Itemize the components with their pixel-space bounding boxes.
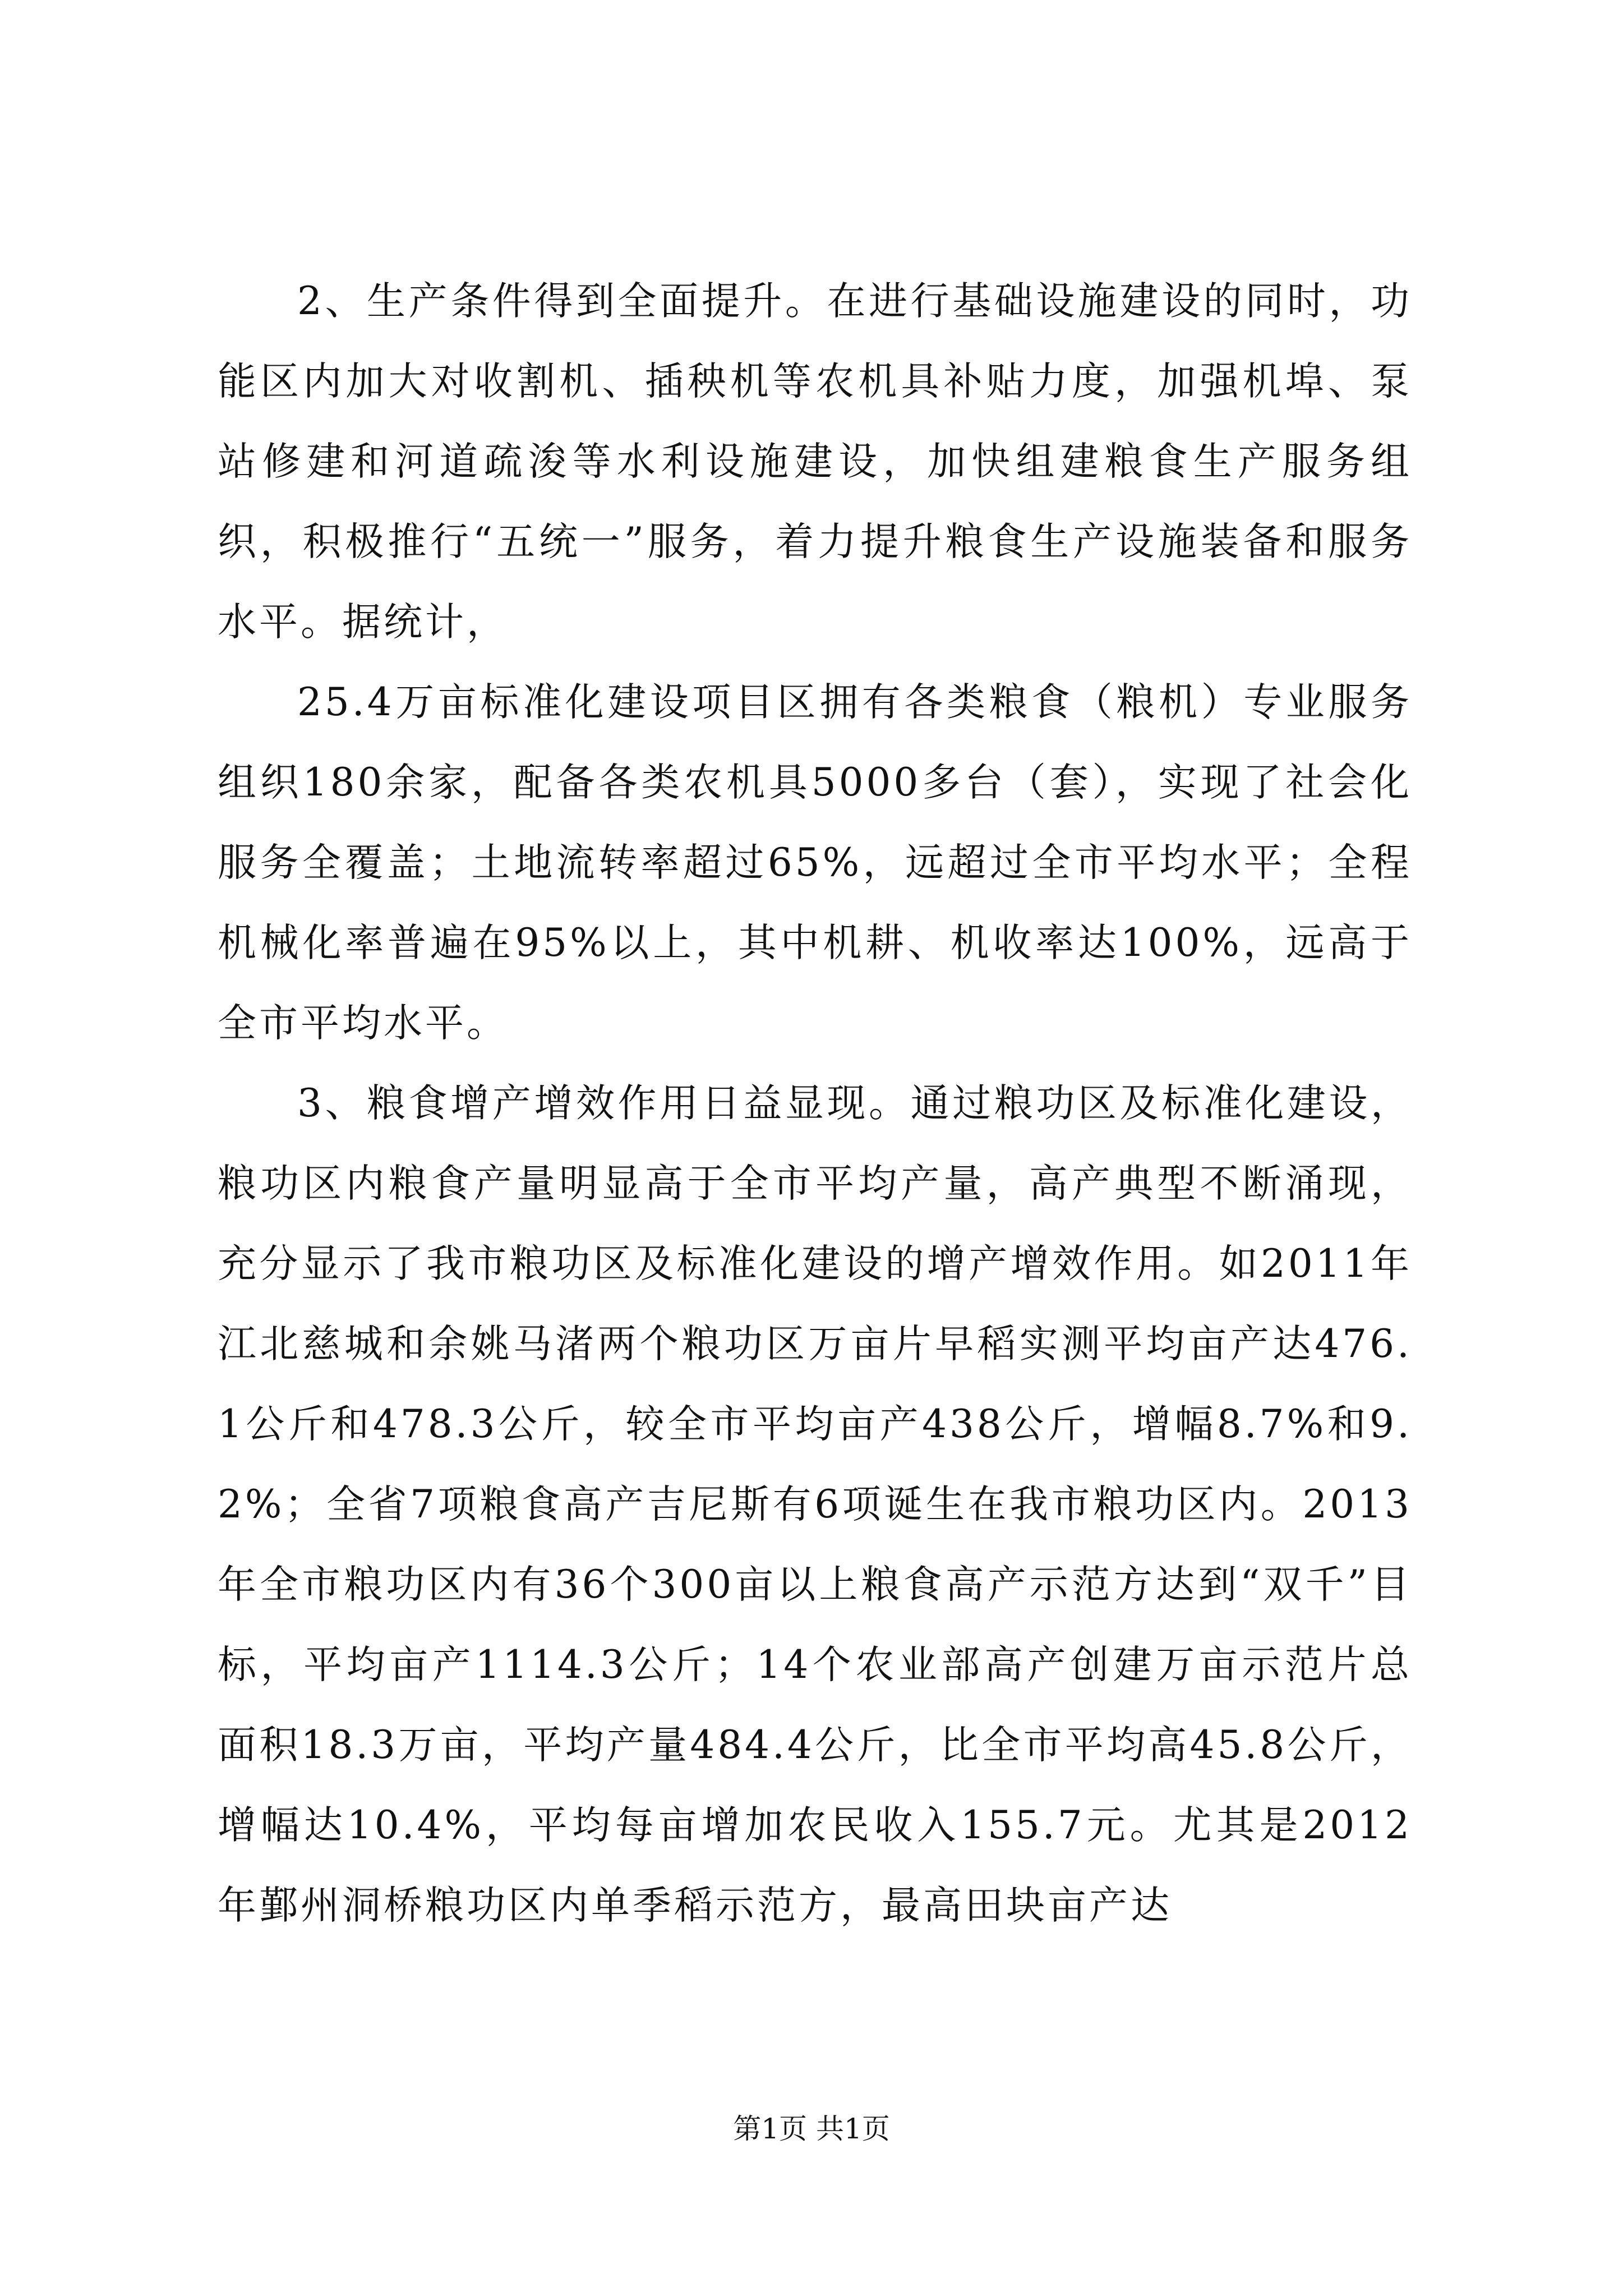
paragraph-service-statistics: 25.4万亩标准化建设项目区拥有各类粮食（粮机）专业服务组织180余家，配备各类农机具5000多台（套），实现了社会化服务全覆盖；土地流转率超过65%，远超过全市平均水平；全程机械化率普遍在95%以上，其中机耕、机收率达100%，远高于全市平均水平。 xyxy=(218,680,1412,1046)
document-body xyxy=(218,261,1412,1946)
paragraph-grain-yield: 3、粮食增产增效作用日益显现。通过粮功区及标准化建设，粮功区内粮食产量明显高于全市平均产量，高产典型不断涌现，充分显示了我市粮功区及标准化建设的增产增效作用。如2011年江北慈城和余姚马渚两个粮功区万亩片早稻实测平均亩产达476.1公斤和478.3公斤，较全市平均亩产438公斤，增幅8.7%和9.2%；全省7项粮食高产吉尼斯有6项诞生在我市粮功区内。2013年全市粮功区内有36个300亩以上粮食高产示范方达到“双千”目标，平均亩产1114.3公斤；14个农业部高产创建万亩示范片总面积18.3万亩，平均产量484.4公斤，比全市平均高45.8公斤，增幅达10.4%，平均每亩增加农民收入155.7元。尤其是2012年鄞州洞桥粮功区内单季稻示范方，最高田块亩产达 xyxy=(218,1081,1412,1928)
page-number-footer: 第1页 共1页 xyxy=(733,2113,890,2145)
paragraph-production-conditions: 2、生产条件得到全面提升。在进行基础设施建设的同时，功能区内加大对收割机、插秧机等农机具补贴力度，加强机埠、泵站修建和河道疏浚等水利设施建设，加快组建粮食生产服务组织，积极推行“五统一”服务，着力提升粮食生产设施装备和服务水平。据统计， xyxy=(218,279,1412,645)
